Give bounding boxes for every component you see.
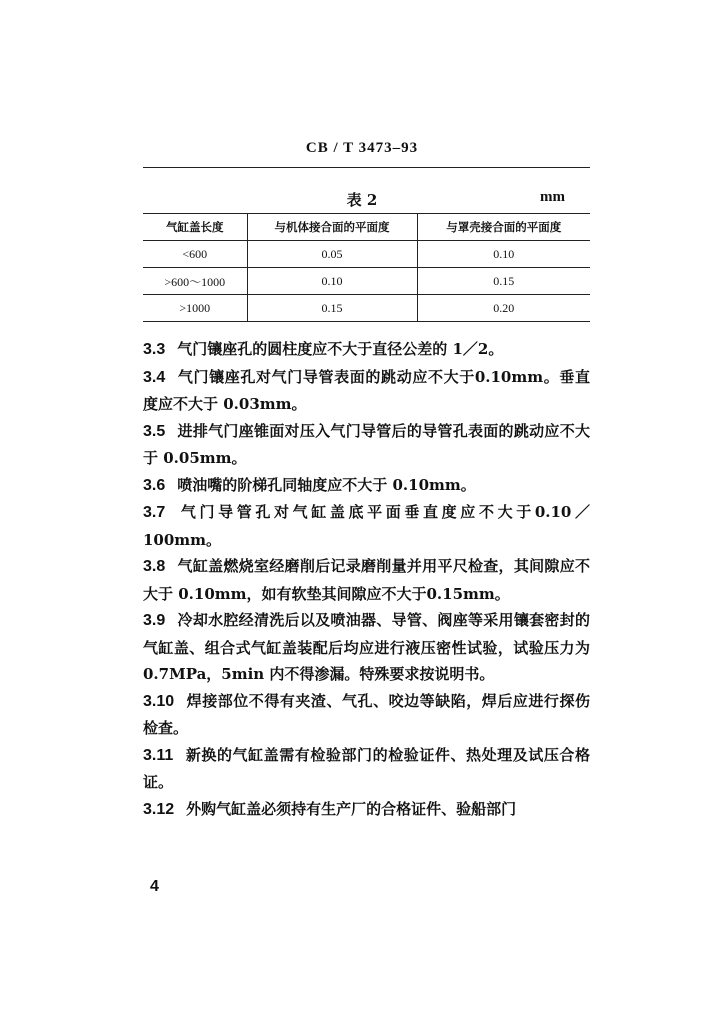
table-cell: 0.15 bbox=[247, 295, 417, 322]
clause-number: 3.3 bbox=[143, 341, 166, 358]
clause-number: 3.7 bbox=[143, 504, 166, 521]
table-cell: >1000 bbox=[179, 300, 211, 315]
clause-3-5 bbox=[143, 418, 590, 472]
clause-3-11 bbox=[143, 742, 590, 796]
clause-3-12 bbox=[143, 796, 590, 824]
clause-3-10 bbox=[143, 688, 590, 742]
clause-number: 3.9 bbox=[143, 612, 166, 629]
clause-number: 3.4 bbox=[143, 368, 166, 386]
table-cell: 0.05 bbox=[247, 241, 417, 268]
clause-3-7 bbox=[143, 499, 590, 553]
clause-text: 焊接部位不得有夹渣、气孔、咬边等缺陷，焊后应进行探伤检查。 bbox=[143, 691, 590, 737]
clause-number: 3.12 bbox=[143, 800, 175, 818]
column-header-cover-flatness: 与罩壳接合面的平面度 bbox=[417, 214, 590, 241]
clause-text: 气缸盖燃烧室经磨削后记录磨削量并用平尺检查，其间隙应不大于 0.10mm，如有软垫其间隙应不大于0.15mm。 bbox=[143, 557, 590, 603]
clause-number: 3.10 bbox=[143, 692, 175, 710]
table-caption: 表 2 bbox=[346, 191, 378, 209]
clause-text: 气门镶座孔对气门导管表面的跳动应不大于0.10mm。垂直度应不大于 0.03mm。 bbox=[143, 367, 590, 413]
clause-text: 进排气门座锥面对压入气门导管后的导管孔表面的跳动应不大于 0.05mm。 bbox=[143, 421, 590, 467]
table-header-row bbox=[143, 214, 590, 241]
clause-text: 新换的气缸盖需有检验部门的检验证件、热处理及试压合格证。 bbox=[143, 745, 590, 791]
clause-number: 3.6 bbox=[143, 476, 166, 494]
table-cell: 0.15 bbox=[417, 268, 590, 295]
table-row bbox=[143, 268, 590, 295]
clause-text: 喷油嘴的阶梯孔同轴度应不大于 0.10mm。 bbox=[177, 475, 476, 494]
table-cell: <600 bbox=[143, 241, 247, 268]
clause-number: 3.11 bbox=[143, 746, 174, 764]
column-header-body-flatness: 与机体接合面的平面度 bbox=[247, 214, 417, 241]
clause-3-8 bbox=[143, 553, 590, 607]
clause-3-6 bbox=[143, 472, 590, 500]
clause-3-9 bbox=[143, 607, 590, 688]
clause-3-3 bbox=[143, 336, 590, 364]
standard-code-header: CB / T 3473–93 bbox=[305, 140, 419, 156]
clause-text: 冷却水腔经清洗后以及喷油器、导管、阀座等采用镶套密封的气缸盖、组合式气缸盖装配后均应进行液压密性试验，试验压力为 0.7MPa，5min 内不得渗漏。特殊要求按说明书。 bbox=[143, 611, 590, 683]
table-cell: 0.10 bbox=[247, 268, 417, 295]
clause-number: 3.5 bbox=[143, 422, 166, 440]
header-rule bbox=[143, 167, 590, 168]
table-row bbox=[143, 295, 590, 322]
clause-text: 气门镶座孔的圆柱度应不大于直径公差的 1／2。 bbox=[177, 340, 504, 358]
clauses-body bbox=[143, 336, 590, 823]
table-cell: 0.10 bbox=[417, 241, 590, 268]
page-number: 4 bbox=[150, 878, 159, 895]
clause-text: 外购气缸盖必须持有生产厂的合格证件、验船部门 bbox=[186, 799, 517, 818]
table-row bbox=[143, 241, 590, 268]
table-unit: mm bbox=[540, 189, 565, 205]
column-header-length: 气缸盖长度 bbox=[143, 214, 247, 241]
clause-text: 气门导管孔对气缸盖底平面垂直度应不大于0.10／100mm。 bbox=[143, 503, 590, 549]
flatness-table bbox=[143, 213, 590, 322]
table-cell: 0.20 bbox=[417, 295, 590, 322]
table-cell: >600～1000 bbox=[143, 268, 247, 295]
clause-3-4 bbox=[143, 364, 590, 418]
clause-number: 3.8 bbox=[143, 558, 166, 575]
